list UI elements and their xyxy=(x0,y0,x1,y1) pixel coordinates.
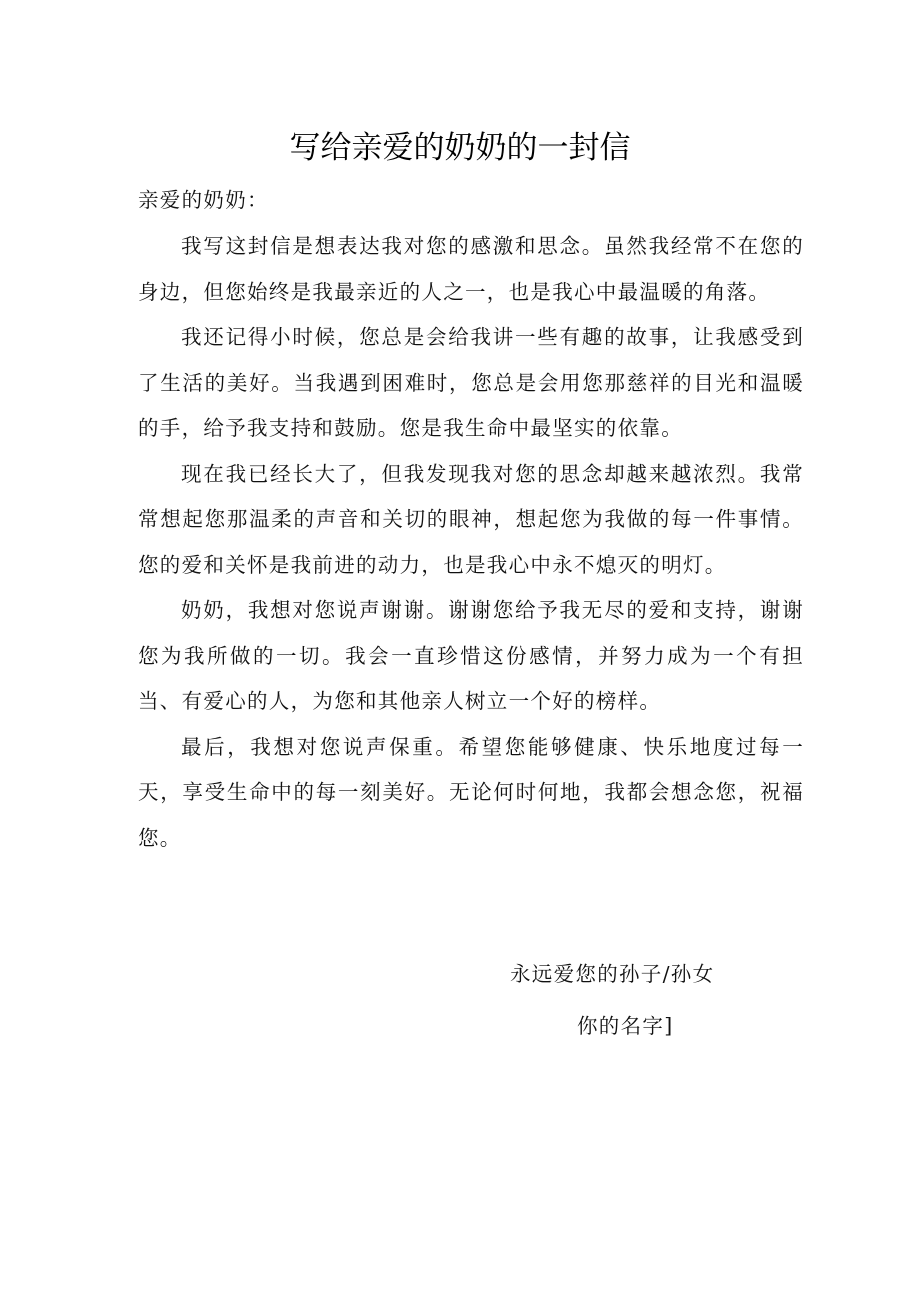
paragraph-childhood-memories: 我还记得小时候，您总是会给我讲一些有趣的故事，让我感受到了生活的美好。当我遇到困难时，您总是会用您那慈祥的目光和温暖的手，给予我支持和鼓励。您是我生命中最坚实的依靠。 xyxy=(138,325,804,440)
letter-body xyxy=(138,224,804,861)
paragraph-gratitude: 我写这封信是想表达我对您的感激和思念。虽然我经常不在您的身边，但您始终是我最亲近的人之一，也是我心中最温暖的角落。 xyxy=(138,234,804,304)
paragraph-growing-up: 现在我已经长大了，但我发现我对您的思念却越来越浓烈。我常常想起您那温柔的声音和关切的眼神，想起您为我做的每一件事情。您的爱和关怀是我前进的动力，也是我心中永不熄灭的明灯。 xyxy=(138,461,804,577)
paragraph-thanks: 奶奶，我想对您说声谢谢。谢谢您给予我无尽的爱和支持，谢谢您为我所做的一切。我会一直珍惜这份感情，并努力成为一个有担当、有爱心的人，为您和其他亲人树立一个好的榜样。 xyxy=(138,598,804,713)
letter-greeting: 亲爱的奶奶： xyxy=(138,188,269,212)
letter-title: 写给亲爱的奶奶的一封信 xyxy=(289,130,631,166)
letter-signature: 你的名字] xyxy=(577,1014,674,1038)
letter-signoff: 永远爱您的孙子/孙女 xyxy=(510,962,715,986)
paragraph-wishes: 最后，我想对您说声保重。希望您能够健康、快乐地度过每一天，享受生命中的每一刻美好。无论何时何地，我都会想念您，祝福您。 xyxy=(138,734,804,850)
